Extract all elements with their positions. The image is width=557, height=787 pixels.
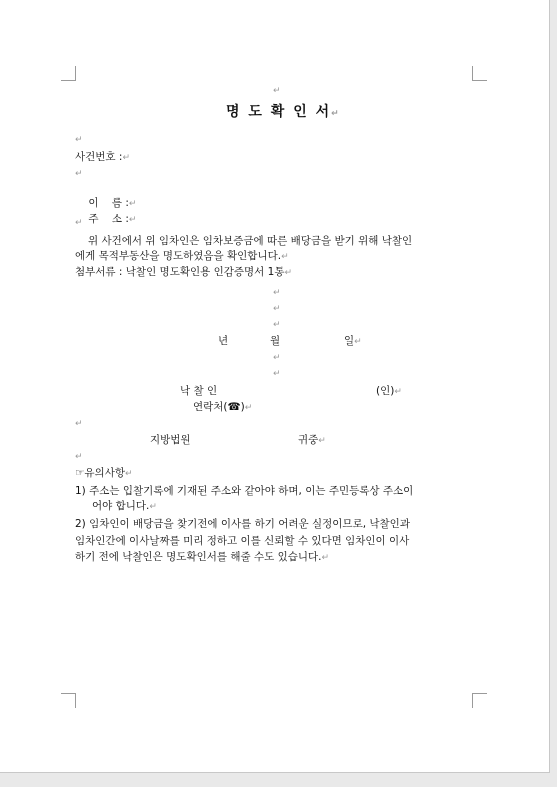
crop-mark-bottom-right [472,693,487,708]
document-title-text: 명 도 확 인 서 [226,104,332,120]
crop-mark-top-right [472,66,487,81]
paragraph-mark: ↵ [75,452,83,462]
name-label: 이 름 : [88,197,129,209]
body-line-2[interactable] [75,250,289,264]
note-line-4[interactable]: 임차인간에 이사날짜를 미리 정하고 이를 신뢰할 수 있다면 임차인이 이사 [75,535,410,547]
paragraph-mark: ↵ [273,304,281,314]
paragraph-mark: ↵ [149,502,157,512]
paragraph-mark: ↵ [75,218,83,228]
note-line-1[interactable]: 1) 주소는 입찰기록에 기재된 주소와 같아야 하며, 이는 주민등록상 주소이 [75,485,414,497]
paragraph-mark: ↵ [273,353,281,363]
crop-mark-bottom-left [61,693,76,708]
note-line-2-text: 어야 합니다. [92,500,150,512]
paragraph-mark: ↵ [273,320,281,330]
paragraph-mark: ↵ [128,199,137,209]
paragraph-mark: ↵ [281,252,289,262]
court-label[interactable]: 지방법원 [150,434,191,446]
body-line-1[interactable]: 위 사건에서 위 임차인은 임차보증금에 따른 배당금을 받기 위해 낙찰인 [88,235,413,247]
address-line[interactable] [75,200,136,240]
paragraph-mark: ↵ [125,469,133,479]
paragraph-mark: ↵ [273,369,281,379]
attachment-text: 첨부서류 : 낙찰인 명도확인용 인감증명서 1통 [75,266,285,278]
paragraph-mark: ↵ [273,86,281,96]
crop-mark-top-left [61,66,76,81]
paragraph-mark: ↵ [122,153,130,163]
case-number-line[interactable] [75,151,130,165]
document-title[interactable] [226,106,341,121]
note-line-3[interactable]: 2) 임차인이 배당금을 찾기전에 이사를 하기 어려운 실정이므로, 낙찰인과 [75,518,410,530]
body-line-2-text: 에게 목적부동산을 명도하였음을 확인합니다. [75,250,282,262]
bidder-label[interactable]: 낙 찰 인 [180,385,218,397]
paragraph-mark: ↵ [75,135,83,145]
address-label: 주 소 : [88,213,129,225]
paragraph-mark: ↵ [128,215,137,225]
date-day-line[interactable] [344,335,362,349]
paragraph-mark: ↵ [75,169,83,179]
paragraph-mark: ↵ [394,387,402,397]
contact-line[interactable] [193,401,252,415]
paragraph-mark: ↵ [244,403,253,413]
note-line-2[interactable] [92,500,157,514]
notes-title-line[interactable] [75,467,133,481]
seal-label: (인) [376,385,395,397]
paragraph-mark: ↵ [354,337,362,347]
addressee-line[interactable] [298,434,326,448]
addressee-label: 귀중 [298,434,319,446]
case-number-label: 사건번호 : [75,151,123,163]
contact-label: 연락처(☎) [193,401,245,413]
paragraph-mark: ↵ [75,419,83,429]
notes-title: ☞유의사항 [75,467,125,479]
note-line-5-text: 하기 전에 낙찰인은 명도확인서를 해줄 수도 있습니다. [75,551,322,563]
date-month-label[interactable]: 월 [270,335,281,347]
date-day-label: 일 [344,335,355,347]
seal-line[interactable] [376,385,402,399]
paragraph-mark: ↵ [321,553,330,563]
paragraph-mark: ↵ [331,109,341,119]
paragraph-mark: ↵ [273,288,281,298]
attachment-line[interactable] [75,266,292,280]
paragraph-mark: ↵ [284,268,293,278]
paragraph-mark: ↵ [318,436,326,446]
note-line-5[interactable] [75,551,329,565]
date-year-label[interactable]: 년 [218,335,229,347]
